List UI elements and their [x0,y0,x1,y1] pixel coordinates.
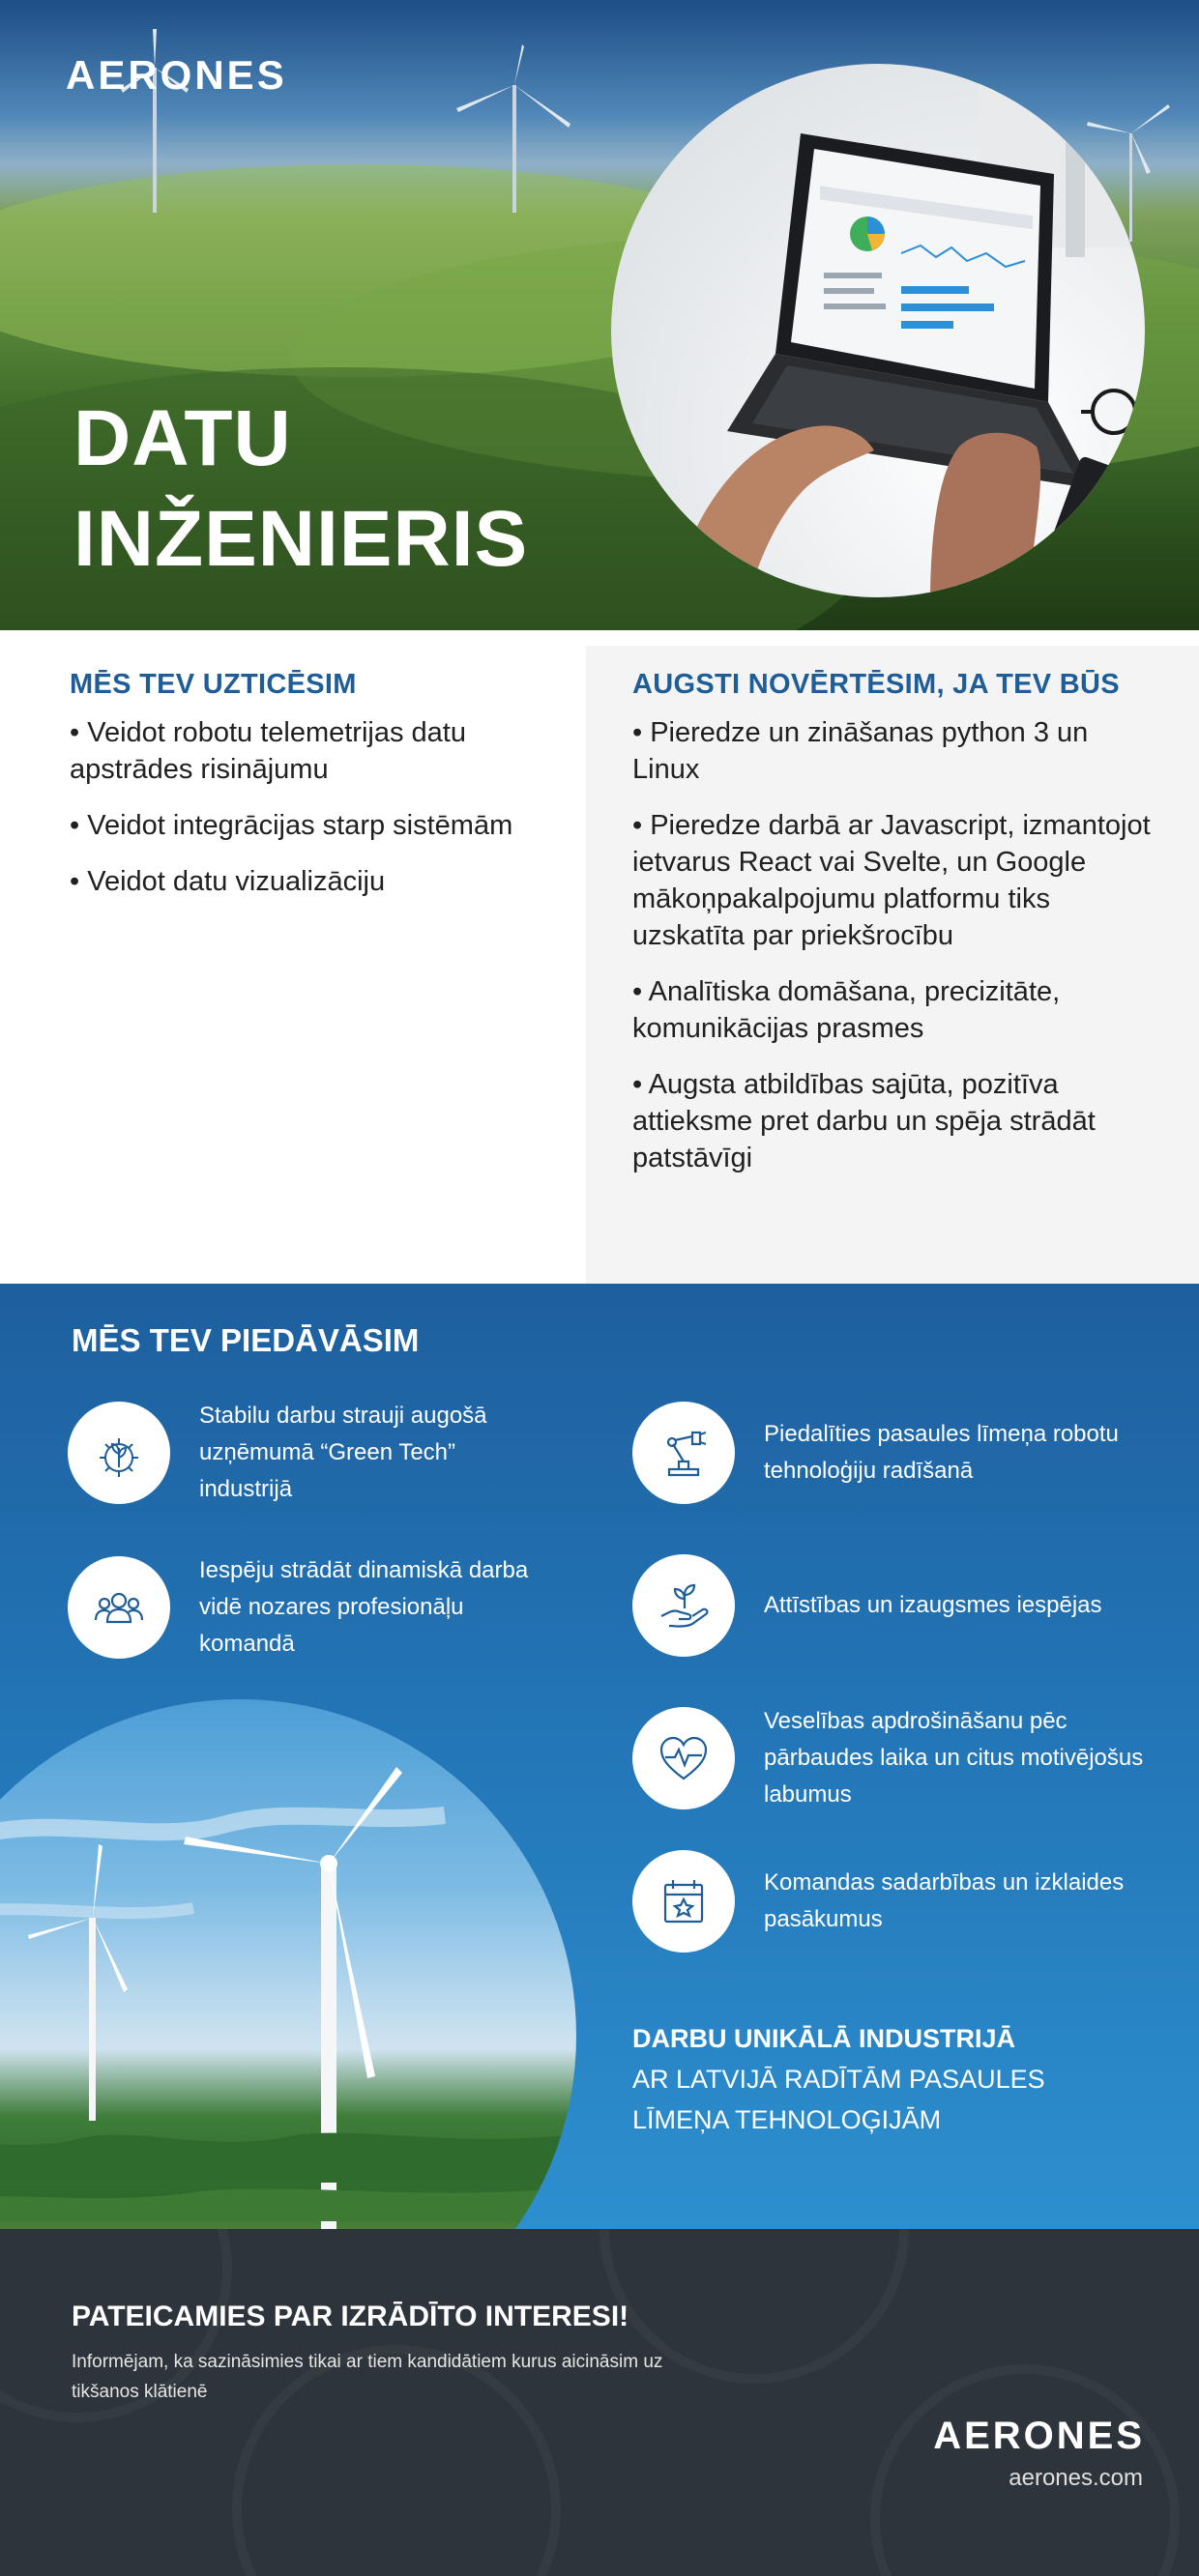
requirements-list [632,714,1155,1176]
aerones-logo: AERONES [933,2415,1145,2457]
website-link[interactable]: aerones.com [1009,2465,1143,2491]
responsibilities-list [70,714,553,900]
tagline-bold: DARBU UNIKĀLĀ INDUSTRIJĀ [632,2024,1015,2053]
list-item: • Pieredze darbā ar Javascript, izmantojot ietvarus React vai Svelte, un Google mākoņpakalpojumu platformu tiks uzskatīta par priekšrocību [632,807,1155,954]
benefit-item [68,1552,532,1663]
list-item: • Veidot robotu telemetrijas datu apstrādes risinājumu [70,714,553,788]
benefit-text: Komandas sadarbības un izklaides pasākumus [764,1869,1125,1932]
laptop-illustration [611,64,1145,597]
wind-turbine-photo [0,1699,576,2229]
list-item: • Veidot datu vizualizāciju [70,863,553,900]
benefit-text: Iespēju strādāt dinamiskā darba vidē nozares profesionāļu komandā [199,1557,529,1657]
benefit-item [632,1402,1135,1504]
offer-heading: MĒS TEV PIEDĀVĀSIM [72,1322,420,1358]
page-title [73,389,528,590]
list-item: • Veidot integrācijas starp sistēmām [70,807,553,844]
calendar-star-icon [632,1850,735,1953]
responsibilities-heading: MĒS TEV UZTICĒSIM [70,669,357,700]
hand-plant-growth-icon [632,1554,735,1657]
title-line-2: INŽENIERIS [73,495,529,583]
list-item: • Analītiska domāšana, precizitāte, komunikācijas prasmes [632,973,1155,1047]
benefit-item [632,1850,1135,1953]
benefit-text: Piedalīties pasaules līmeņa robotu tehnoloģiju radīšanā [764,1421,1119,1484]
benefit-text: Attīstības un izaugsmes iespējas [764,1592,1102,1618]
laptop-photo [611,64,1145,597]
job-details-section [0,630,1199,1284]
title-line-1: DATU [73,394,292,482]
robot-arm-icon [632,1402,735,1504]
hero-section [0,0,1199,630]
benefit-item [632,1554,1135,1657]
offer-section [0,1284,1199,2229]
benefit-text: Stabilu darbu strauji augošā uzņēmumā “Green Tech” industrijā [199,1403,487,1502]
footer-section [0,2229,1199,2576]
team-people-icon [68,1556,170,1659]
tagline-line: AR LATVIJĀ RADĪTĀM PASAULES [632,2065,1045,2094]
responsibilities-column [70,669,553,919]
unique-industry-tagline [632,2018,1174,2140]
tagline-line: LĪMEŅA TEHNOLOĢIJĀM [632,2105,942,2134]
requirements-heading: AUGSTI NOVĒRTĒSIM, JA TEV BŪS [632,669,1120,700]
requirements-column [632,669,1155,1196]
heart-pulse-icon [632,1707,735,1809]
list-item: • Pieredze un zināšanas python 3 un Linux [632,714,1155,788]
contact-note: Informējam, ka sazināsimies tikai ar tiem kandidātiem kurus aicināsim uz tikšanos klātienē [72,2352,663,2402]
aerones-logo: AERONES [66,52,287,98]
list-item: • Augsta atbildības sajūta, pozitīva attieksme pret darbu un spēja strādāt patstāvīgi [632,1066,1155,1176]
benefit-item [632,1703,1155,1813]
green-tech-gear-icon [68,1402,170,1504]
wind-turbine-illustration [0,1699,576,2229]
benefit-item [68,1398,532,1508]
thank-you-heading: PATEICAMIES PAR IZRĀDĪTO INTERESI! [72,2301,629,2332]
benefit-text: Veselības apdrošināšanu pēc pārbaudes laika un citus motivējošus labumus [764,1708,1144,1808]
wind-turbine-background [447,39,582,213]
